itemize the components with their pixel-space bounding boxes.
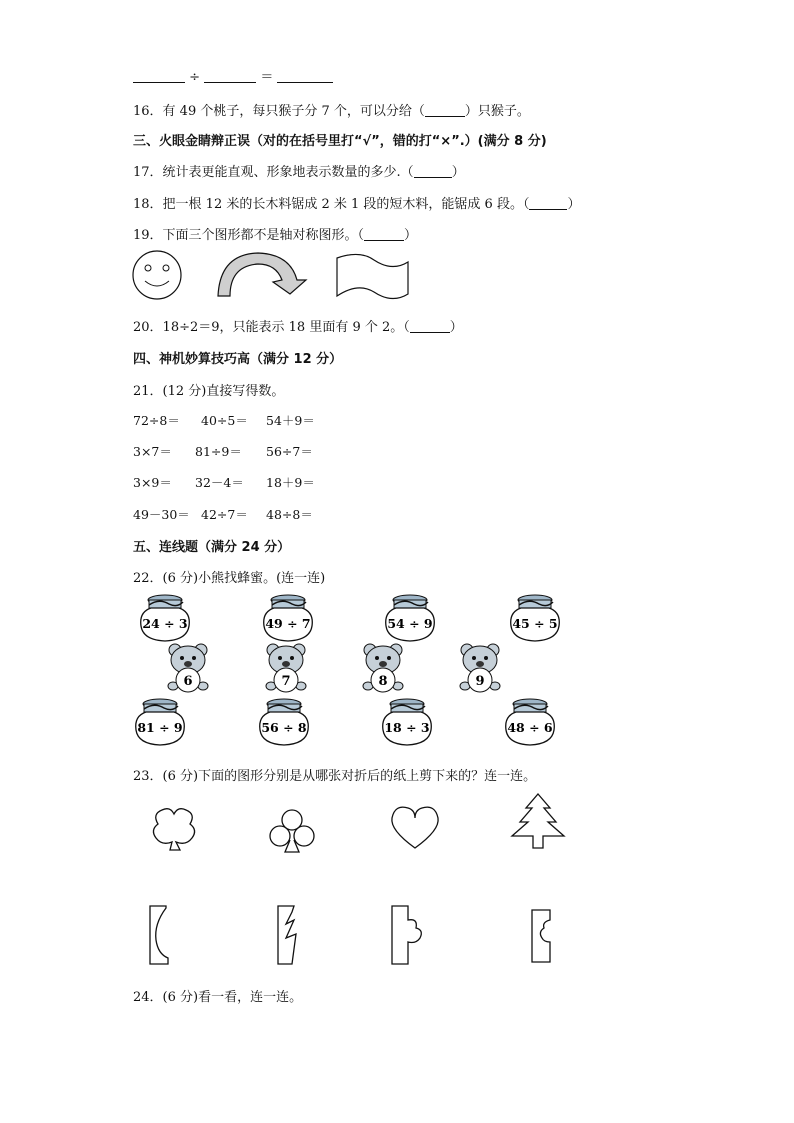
bear-number: 7 xyxy=(281,674,291,689)
bear-icon[interactable] xyxy=(460,644,500,692)
answer-blank[interactable] xyxy=(410,319,450,333)
answer-blank[interactable] xyxy=(414,164,452,178)
tree-icon[interactable] xyxy=(512,794,564,848)
answer-blank[interactable] xyxy=(277,81,333,83)
calc-item: 56÷7＝ xyxy=(266,444,313,459)
calc-item: 81÷9＝ xyxy=(195,444,242,459)
honey-jar-icon[interactable] xyxy=(383,699,432,745)
club-icon[interactable] xyxy=(270,810,314,852)
bear-honey-matching xyxy=(130,592,570,752)
clover-icon[interactable] xyxy=(153,809,194,850)
calc-item: 3×7＝ xyxy=(133,444,172,459)
honey-jar-icon[interactable] xyxy=(264,595,313,641)
question-21: 21．(12 分)直接写得数。 xyxy=(133,384,285,399)
jar-label: 45 ÷ 5 xyxy=(512,616,558,631)
question-19: 19．下面三个图形都不是轴对称图形。（ ） xyxy=(133,228,418,243)
answer-blank[interactable] xyxy=(425,103,465,117)
folded-paper-icon[interactable] xyxy=(392,906,421,964)
calc-item: 32－4＝ xyxy=(195,475,244,490)
bear-number: 9 xyxy=(475,674,485,689)
folded-paper-icon[interactable] xyxy=(278,906,296,964)
question-22: 22．(6 分)小熊找蜂蜜。(连一连) xyxy=(133,571,326,586)
curved-arrow-icon xyxy=(218,253,306,296)
honey-jar-icon[interactable] xyxy=(506,699,555,745)
jar-label: 48 ÷ 6 xyxy=(507,720,553,735)
question-18: 18．把一根 12 米的长木料锯成 2 米 1 段的短木料，能锯成 6 段。（ ） xyxy=(133,197,581,212)
honey-jar-icon[interactable] xyxy=(260,699,309,745)
jar-label: 54 ÷ 9 xyxy=(387,616,433,631)
honey-jar-icon[interactable] xyxy=(136,699,185,745)
bear-number: 8 xyxy=(378,674,388,689)
top-equation-line xyxy=(133,66,333,85)
honey-jar-icon[interactable] xyxy=(141,595,190,641)
wavy-flag-icon xyxy=(337,254,408,298)
jar-label: 81 ÷ 9 xyxy=(137,720,183,735)
bear-icon[interactable] xyxy=(266,644,306,692)
calc-item: 54＋9＝ xyxy=(266,413,315,428)
bear-icon[interactable] xyxy=(168,644,208,692)
bear-number: 6 xyxy=(183,674,193,689)
calc-item: 18＋9＝ xyxy=(266,475,315,490)
answer-blank[interactable] xyxy=(529,196,567,210)
question-20: 20．18÷2＝9，只能表示 18 里面有 9 个 2。（ ） xyxy=(133,320,463,335)
calc-item: 40÷5＝ xyxy=(201,413,248,428)
jar-label: 18 ÷ 3 xyxy=(384,720,430,735)
smiley-face-icon xyxy=(133,251,181,299)
calc-item: 42÷7＝ xyxy=(201,507,248,522)
folded-paper-icon[interactable] xyxy=(532,910,550,962)
heart-icon[interactable] xyxy=(392,807,438,848)
equals-sign: ＝ xyxy=(260,70,274,85)
bear-icon[interactable] xyxy=(363,644,403,692)
jar-label: 56 ÷ 8 xyxy=(261,720,307,735)
calc-item: 72÷8＝ xyxy=(133,413,180,428)
section-5-title: 五、连线题（满分 24 分） xyxy=(133,540,291,555)
fold-cut-matching xyxy=(140,790,580,970)
answer-blank[interactable] xyxy=(364,227,404,241)
question-17: 17．统计表更能直观、形象地表示数量的多少.（ ） xyxy=(133,165,465,180)
calc-item: 49－30＝ xyxy=(133,507,190,522)
q19-figures xyxy=(130,250,420,302)
section-4-title: 四、神机妙算技巧高（满分 12 分） xyxy=(133,352,343,367)
calc-item: 3×9＝ xyxy=(133,475,172,490)
jar-label: 24 ÷ 3 xyxy=(142,616,188,631)
divide-sign: ÷ xyxy=(189,70,201,85)
question-23: 23．(6 分)下面的图形分别是从哪张对折后的纸上剪下来的？连一连。 xyxy=(133,769,537,784)
section-3-title: 三、火眼金睛辩正误（对的在括号里打“√”，错的打“×”.）(满分 8 分) xyxy=(133,134,547,149)
calc-item: 48÷8＝ xyxy=(266,507,313,522)
question-24: 24．(6 分)看一看，连一连。 xyxy=(133,990,303,1005)
honey-jar-icon[interactable] xyxy=(511,595,560,641)
jar-label: 49 ÷ 7 xyxy=(265,616,311,631)
folded-paper-icon[interactable] xyxy=(150,906,168,964)
answer-blank[interactable] xyxy=(204,81,256,83)
answer-blank[interactable] xyxy=(133,81,185,83)
question-16: 16．有 49 个桃子，每只猴子分 7 个，可以分给（ ）只猴子。 xyxy=(133,104,530,119)
honey-jar-icon[interactable] xyxy=(386,595,435,641)
